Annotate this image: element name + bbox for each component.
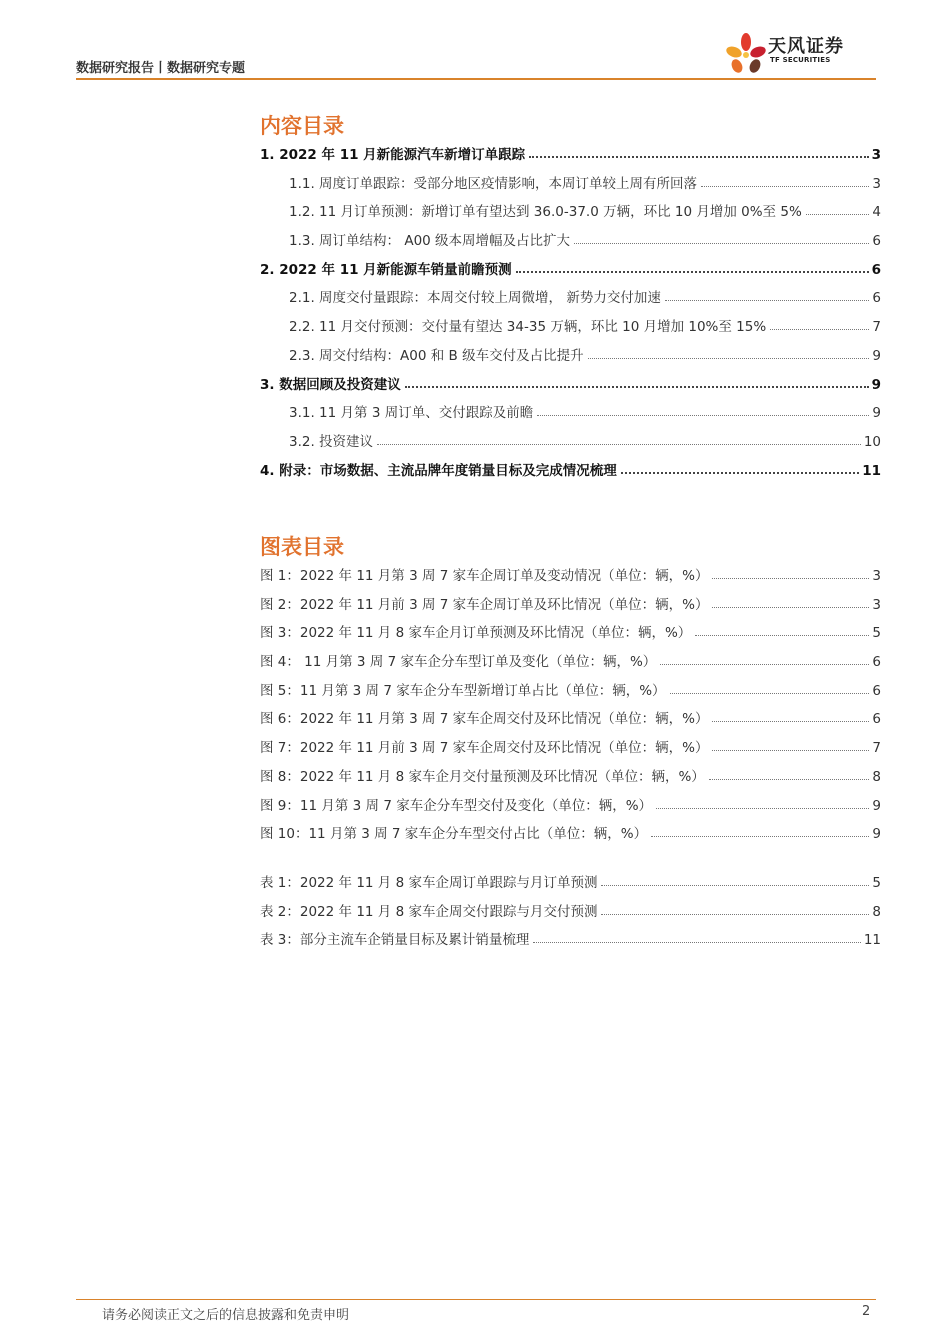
dot-leader <box>601 914 869 915</box>
dot-leader <box>601 885 869 886</box>
figure-toc-entry[interactable] <box>260 593 881 622</box>
table-toc-entry-label[interactable]: 表 1：2022 年 11 月 8 家车企周订单跟踪与月订单预测 <box>260 875 598 891</box>
dot-leader <box>709 779 870 780</box>
figure-toc-entry[interactable] <box>260 822 881 851</box>
dot-leader <box>665 300 870 301</box>
toc-entry-page[interactable]: 9 <box>872 347 881 364</box>
dot-leader <box>670 693 870 694</box>
toc-entry-label[interactable]: 2. 2022 年 11 月新能源车销量前瞻预测 <box>260 261 512 278</box>
dot-leader <box>621 472 859 474</box>
figure-toc-entry[interactable] <box>260 650 881 679</box>
figure-toc-entry[interactable] <box>260 564 881 593</box>
figures-toc-list <box>260 564 881 851</box>
toc-entry[interactable] <box>260 344 881 373</box>
toc-entry-page[interactable]: 11 <box>862 462 881 479</box>
brand-name-cn: 天风证券 <box>768 36 844 57</box>
toc-entry-page[interactable]: 9 <box>872 405 881 422</box>
figure-toc-entry-page[interactable]: 9 <box>872 826 881 843</box>
figures-toc-title: 图表目录 <box>260 535 344 559</box>
toc-entry[interactable] <box>260 430 881 459</box>
table-toc-entry-label[interactable]: 表 3：部分主流车企销量目标及累计销量梳理 <box>260 932 530 949</box>
toc-entry-label[interactable]: 1. 2022 年 11 月新能源汽车新增订单跟踪 <box>260 147 526 163</box>
figure-toc-entry[interactable] <box>260 679 881 708</box>
toc-entry-label[interactable]: 1.1. 周度订单跟踪：受部分地区疫情影响，本周订单较上周有所回落 <box>289 175 698 192</box>
dot-leader <box>770 329 869 330</box>
figure-toc-entry-label[interactable]: 图 4： 11 月第 3 周 7 家车企分车型订单及变化（单位：辆，%） <box>260 654 657 671</box>
figure-toc-entry-page[interactable]: 3 <box>872 568 881 584</box>
figure-toc-entry-page[interactable]: 3 <box>872 596 881 613</box>
figure-toc-entry-label[interactable]: 图 10：11 月第 3 周 7 家车企分车型交付占比（单位：辆，%） <box>260 826 648 843</box>
figure-toc-entry[interactable] <box>260 621 881 650</box>
toc-entry[interactable] <box>260 200 881 229</box>
toc-entry-label[interactable]: 3. 数据回顾及投资建议 <box>260 376 401 393</box>
tables-toc-list <box>260 871 881 957</box>
table-toc-entry[interactable] <box>260 928 881 957</box>
flower-logo-icon <box>726 32 766 74</box>
brand-name-en: TF SECURITIES <box>770 56 831 64</box>
toc-entry-label[interactable]: 3.1. 11 月第 3 周订单、交付跟踪及前瞻 <box>289 405 534 422</box>
toc-entry-page[interactable]: 10 <box>863 433 881 450</box>
figure-toc-entry-label[interactable]: 图 9：11 月第 3 周 7 家车企分车型交付及变化（单位：辆，%） <box>260 797 653 814</box>
toc-entry[interactable] <box>260 286 881 315</box>
figure-toc-entry[interactable] <box>260 765 881 794</box>
toc-entry-label[interactable]: 3.2. 投资建议 <box>289 433 374 450</box>
table-toc-entry[interactable] <box>260 900 881 929</box>
figure-toc-entry[interactable] <box>260 707 881 736</box>
toc-entry[interactable] <box>260 315 881 344</box>
toc-entry-label[interactable]: 4. 附录：市场数据、主流品牌年度销量目标及完成情况梳理 <box>260 462 617 479</box>
figure-toc-entry[interactable] <box>260 736 881 765</box>
page-header <box>76 36 876 84</box>
toc-entry[interactable] <box>260 143 881 172</box>
dot-leader <box>651 836 869 837</box>
figure-toc-entry-page[interactable]: 6 <box>872 682 881 699</box>
table-toc-entry[interactable] <box>260 871 881 900</box>
footer-divider <box>76 1299 876 1300</box>
header-divider <box>76 78 876 80</box>
toc-list <box>260 143 881 487</box>
toc-entry-label[interactable]: 2.1. 周度交付量跟踪：本周交付较上周微增， 新势力交付加速 <box>289 290 661 307</box>
toc-entry-page[interactable]: 4 <box>872 204 881 221</box>
figure-toc-entry-page[interactable]: 6 <box>872 711 881 728</box>
dot-leader <box>516 271 869 273</box>
toc-entry[interactable] <box>260 459 881 488</box>
table-toc-entry-label[interactable]: 表 2：2022 年 11 月 8 家车企周交付跟踪与月交付预测 <box>260 903 598 920</box>
figure-toc-entry-label[interactable]: 图 6：2022 年 11 月第 3 周 7 家车企周交付及环比情况（单位：辆，%） <box>260 711 709 728</box>
toc-entry-page[interactable]: 3 <box>872 175 881 192</box>
dot-leader <box>533 942 860 943</box>
figure-toc-entry-label[interactable]: 图 7：2022 年 11 月前 3 周 7 家车企周交付及环比情况（单位：辆，%） <box>260 740 709 757</box>
figure-toc-entry-label[interactable]: 图 2：2022 年 11 月前 3 周 7 家车企周订单及环比情况（单位：辆，%） <box>260 596 709 613</box>
toc-entry-page[interactable]: 6 <box>872 233 881 250</box>
toc-entry[interactable] <box>260 229 881 258</box>
dot-leader <box>405 386 869 388</box>
toc-entry-page[interactable]: 6 <box>872 290 881 307</box>
figure-toc-entry-page[interactable]: 9 <box>872 797 881 814</box>
toc-entry-label[interactable]: 1.3. 周订单结构： A00 级本周增幅及占比扩大 <box>289 233 571 250</box>
dot-leader <box>588 358 870 359</box>
dot-leader <box>695 635 869 636</box>
figure-toc-entry-label[interactable]: 图 1：2022 年 11 月第 3 周 7 家车企周订单及变动情况（单位：辆，%） <box>260 568 709 584</box>
dot-leader <box>537 415 869 416</box>
toc-title: 内容目录 <box>260 114 344 138</box>
toc-entry-page[interactable]: 9 <box>871 376 881 393</box>
toc-entry-label[interactable]: 1.2. 11 月订单预测：新增订单有望达到 36.0-37.0 万辆，环比 10 月增加 0%至 5% <box>289 204 802 221</box>
toc-entry-page[interactable]: 3 <box>871 147 881 163</box>
toc-entry-label[interactable]: 2.2. 11 月交付预测：交付量有望达 34-35 万辆，环比 10 月增加 10%至 15% <box>289 319 767 336</box>
dot-leader <box>529 156 868 158</box>
toc-entry[interactable] <box>260 172 881 201</box>
toc-entry[interactable] <box>260 373 881 402</box>
figure-toc-entry-page[interactable]: 7 <box>872 740 881 757</box>
dot-leader <box>806 214 870 215</box>
dot-leader <box>574 243 869 244</box>
page-number: 2 <box>862 1304 871 1319</box>
figure-toc-entry-label[interactable]: 图 8：2022 年 11 月 8 家车企月交付量预测及环比情况（单位：辆，%） <box>260 768 705 785</box>
table-toc-entry-page[interactable]: 11 <box>863 932 881 949</box>
table-toc-entry-page[interactable]: 8 <box>872 903 881 920</box>
toc-entry-label[interactable]: 2.3. 周交付结构：A00 和 B 级车交付及占比提升 <box>289 347 584 364</box>
dot-leader <box>377 444 861 445</box>
dot-leader <box>660 664 869 665</box>
figure-toc-entry-page[interactable]: 6 <box>872 654 881 671</box>
toc-entry[interactable] <box>260 258 881 287</box>
report-category: 数据研究报告丨数据研究专题 <box>76 61 246 76</box>
dot-leader <box>701 186 869 187</box>
toc-entry-page[interactable]: 7 <box>872 319 881 336</box>
dot-leader <box>712 578 869 579</box>
table-toc-entry-page[interactable]: 5 <box>872 875 881 891</box>
brand-logo <box>726 30 876 76</box>
figure-toc-entry-page[interactable]: 8 <box>872 768 881 785</box>
figure-toc-entry-label[interactable]: 图 3：2022 年 11 月 8 家车企月订单预测及环比情况（单位：辆，%） <box>260 625 692 642</box>
figure-toc-entry-label[interactable]: 图 5：11 月第 3 周 7 家车企分车型新增订单占比（单位：辆，%） <box>260 682 666 699</box>
dot-leader <box>656 808 869 809</box>
footer-disclaimer: 请务必阅读正文之后的信息披露和免责申明 <box>102 1308 350 1323</box>
dot-leader <box>712 750 869 751</box>
figure-toc-entry[interactable] <box>260 794 881 823</box>
figure-toc-entry-page[interactable]: 5 <box>872 625 881 642</box>
toc-entry-page[interactable]: 6 <box>871 261 881 278</box>
dot-leader <box>712 607 869 608</box>
toc-entry[interactable] <box>260 401 881 430</box>
dot-leader <box>712 721 869 722</box>
